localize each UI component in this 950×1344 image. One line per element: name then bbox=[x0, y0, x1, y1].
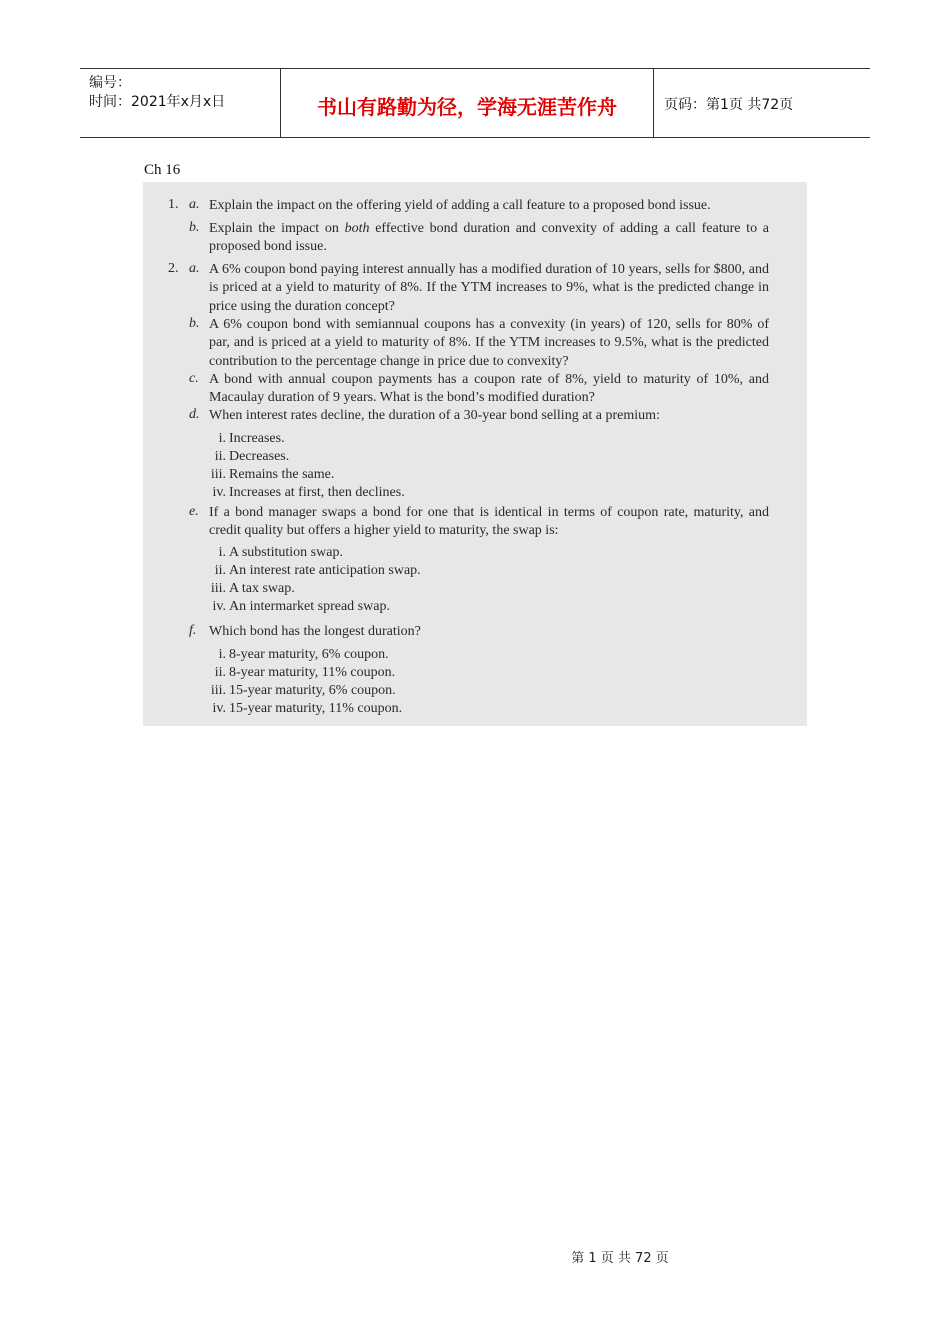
serial-label: 编号： bbox=[89, 75, 131, 91]
part-letter: c. bbox=[189, 371, 199, 386]
question-number: 1. bbox=[168, 197, 179, 212]
part-letter: e. bbox=[189, 504, 199, 519]
option-text: Decreases. bbox=[229, 449, 290, 464]
answer-option bbox=[206, 485, 405, 501]
part-letter: b. bbox=[189, 316, 200, 331]
option-numeral: i. bbox=[218, 545, 226, 560]
text-segment: effective bond duration and convexity of adding a call feature to a proposed bond issue. bbox=[209, 221, 769, 255]
question-text: A 6% coupon bond with semiannual coupons has a convexity (in years) of 120, sells for 80% of par, and is priced at a yield to maturity of 8%. If the YTM increases to 9.5%, what is the predicted contribution to the percentage change in price due to convexity? bbox=[209, 317, 769, 369]
chapter-title: Ch 16 bbox=[144, 162, 181, 178]
part-letter: b. bbox=[189, 220, 200, 235]
page-footer bbox=[0, 1247, 950, 1266]
header-page-info: 页码：第1页 共72页 bbox=[664, 97, 794, 113]
question-text: A 6% coupon bond paying interest annually has a modified duration of 10 years, sells for $800, and is priced at a yield to maturity of 8%. If the YTM increases to 9%, what is the predicted change in price using the duration concept? bbox=[209, 262, 769, 314]
option-numeral: iii. bbox=[210, 581, 226, 596]
problem-box bbox=[143, 182, 807, 726]
answer-option bbox=[206, 581, 295, 597]
answer-option bbox=[206, 647, 389, 663]
text-segment: Explain the impact on bbox=[209, 221, 345, 236]
option-numeral: ii. bbox=[214, 563, 226, 578]
emphasis-text: both bbox=[344, 221, 370, 236]
option-text: An intermarket spread swap. bbox=[229, 599, 390, 614]
footer-page-number: 第 1 页 共 72 页 bbox=[571, 1251, 669, 1266]
page-header bbox=[80, 68, 870, 138]
option-numeral: iv. bbox=[212, 485, 226, 500]
answer-option bbox=[206, 449, 289, 465]
question-text: A bond with annual coupon payments has a coupon rate of 8%, yield to maturity of 10%, and Macaulay duration of 9 years. What is the bond’s modified duration? bbox=[209, 372, 769, 406]
motto-text: 书山有路勤为径，学海无涯苦作舟 bbox=[317, 95, 617, 119]
option-text: 15-year maturity, 6% coupon. bbox=[229, 683, 396, 698]
header-page-cell bbox=[654, 69, 870, 137]
option-text: A tax swap. bbox=[229, 581, 295, 596]
part-letter: a. bbox=[189, 261, 200, 276]
question-text: Explain the impact on the offering yield of adding a call feature to a proposed bond issue. bbox=[209, 198, 711, 213]
option-numeral: iv. bbox=[212, 599, 226, 614]
answer-option bbox=[206, 599, 390, 615]
answer-option bbox=[206, 701, 402, 717]
option-numeral: iii. bbox=[210, 467, 226, 482]
part-letter: d. bbox=[189, 407, 200, 422]
option-numeral: i. bbox=[218, 647, 226, 662]
option-text: 8-year maturity, 6% coupon. bbox=[229, 647, 389, 662]
question-number: 2. bbox=[168, 261, 179, 276]
option-text: An interest rate anticipation swap. bbox=[229, 563, 421, 578]
question-text: Which bond has the longest duration? bbox=[209, 624, 421, 639]
date-label: 时间：2021年x月x日 bbox=[89, 94, 226, 110]
option-text: 8-year maturity, 11% coupon. bbox=[229, 665, 396, 680]
option-numeral: iii. bbox=[210, 683, 226, 698]
option-numeral: ii. bbox=[214, 665, 226, 680]
question-text: If a bond manager swaps a bond for one that is identical in terms of coupon rate, maturity, and credit quality but offers a higher yield to maturity, the swap is: bbox=[209, 505, 769, 539]
answer-option bbox=[206, 467, 334, 483]
option-text: Increases. bbox=[229, 431, 285, 446]
answer-option bbox=[206, 683, 396, 699]
part-letter: a. bbox=[189, 197, 200, 212]
option-text: Increases at first, then declines. bbox=[229, 485, 405, 500]
header-motto-cell bbox=[281, 69, 654, 137]
question-text bbox=[209, 220, 769, 257]
part-letter: f. bbox=[189, 623, 197, 638]
option-text: Remains the same. bbox=[229, 467, 335, 482]
question-text: When interest rates decline, the duration of a 30-year bond selling at a premium: bbox=[209, 408, 660, 423]
option-text: A substitution swap. bbox=[229, 545, 343, 560]
option-text: 15-year maturity, 11% coupon. bbox=[229, 701, 403, 716]
header-meta-cell bbox=[80, 69, 281, 137]
answer-option bbox=[206, 665, 395, 681]
answer-option bbox=[206, 563, 421, 579]
answer-option bbox=[206, 431, 285, 447]
option-numeral: i. bbox=[218, 431, 226, 446]
option-numeral: iv. bbox=[212, 701, 226, 716]
option-numeral: ii. bbox=[214, 449, 226, 464]
answer-option bbox=[206, 545, 343, 561]
